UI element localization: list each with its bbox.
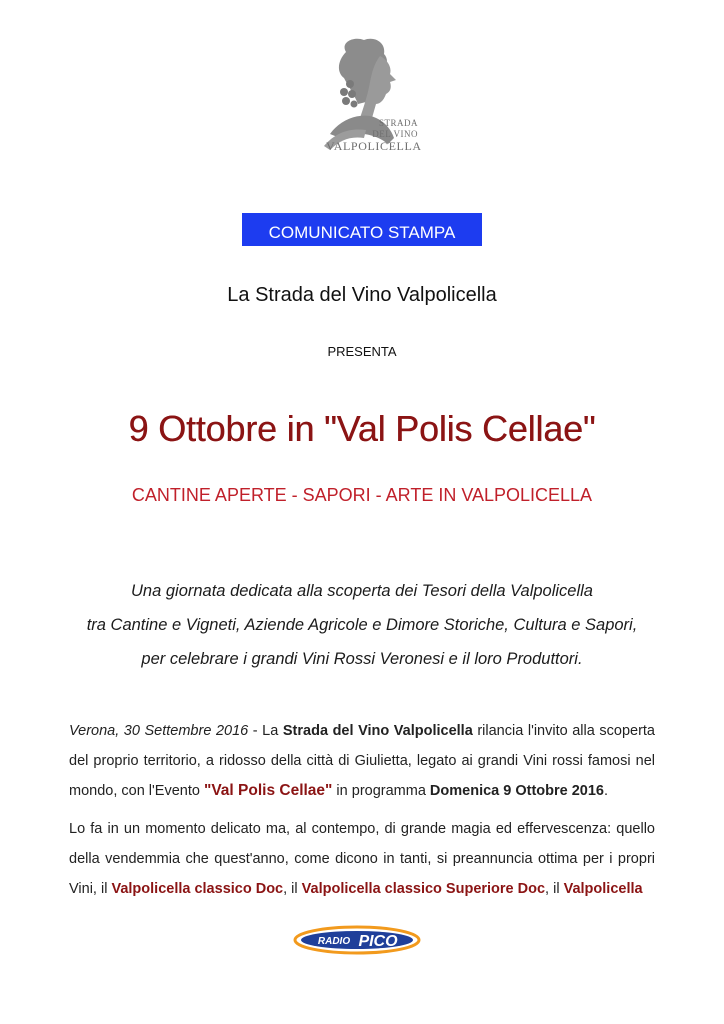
paragraph-1 (69, 716, 655, 806)
logo-line-1: STRADA (378, 118, 418, 128)
radio-word: RADIO (317, 936, 351, 947)
intro-line: per celebrare i grandi Vini Rossi Veronesi e il loro Produttori. (141, 650, 583, 668)
text-run: , il (545, 881, 564, 897)
organization-name: La Strada del Vino Valpolicella (227, 284, 497, 306)
intro-line: tra Cantine e Vigneti, Aziende Agricole e Dimore Storiche, Cultura e Sapori, (86, 616, 638, 634)
intro-line: Una giornata dedicata alla scoperta dei Tesori della Valpolicella (131, 582, 593, 600)
event-date: Domenica 9 Ottobre 2016 (429, 783, 604, 799)
text-run: Lo fa in un momento delicato ma, al contempo, di grande magia ed effervescenza: quello della vendemmia che quest'anno, come dicono in tanti, si preannuncia ottima per i propri Vini, il (69, 821, 655, 897)
text-run: . (604, 783, 609, 799)
text-run: in programma (332, 783, 430, 799)
event-subtitle: CANTINE APERTE - SAPORI - ARTE IN VALPOLICELLA (131, 485, 593, 505)
presents-label: PRESENTA (327, 344, 397, 359)
text-run: - La (248, 723, 283, 739)
paragraph-2 (69, 814, 655, 904)
radio-pico-logo-icon (292, 924, 422, 956)
intro-block (0, 574, 724, 676)
text-run: rilancia l'invito alla scoperta del proprio territorio, a ridosso della città di Giulietta, legato ai grandi Vini rossi famosi nel mondo, con l'Evento (69, 723, 655, 799)
logo-wordmark (326, 118, 422, 153)
text-run: , il (283, 881, 302, 897)
wine-name: Valpolicella (563, 881, 643, 897)
press-release-badge: COMUNICATO STAMPA (242, 213, 482, 246)
logo-line-2: DEL VINO (372, 129, 418, 139)
event-mention: "Val Polis Cellae" (203, 782, 333, 799)
logo-line-3: VALPOLICELLA (326, 139, 422, 153)
wine-name: Valpolicella classico Superiore Doc (301, 881, 546, 897)
radio-brand: PICO (358, 933, 398, 950)
organization-mention: Strada del Vino Valpolicella (282, 723, 473, 739)
event-title: 9 Ottobre in "Val Polis Cellae" (128, 408, 596, 449)
press-body (69, 716, 655, 912)
wine-name: Valpolicella classico Doc (111, 881, 284, 897)
dateline: Verona, 30 Settembre 2016 (69, 723, 249, 739)
radio-pico-logo (292, 924, 422, 956)
